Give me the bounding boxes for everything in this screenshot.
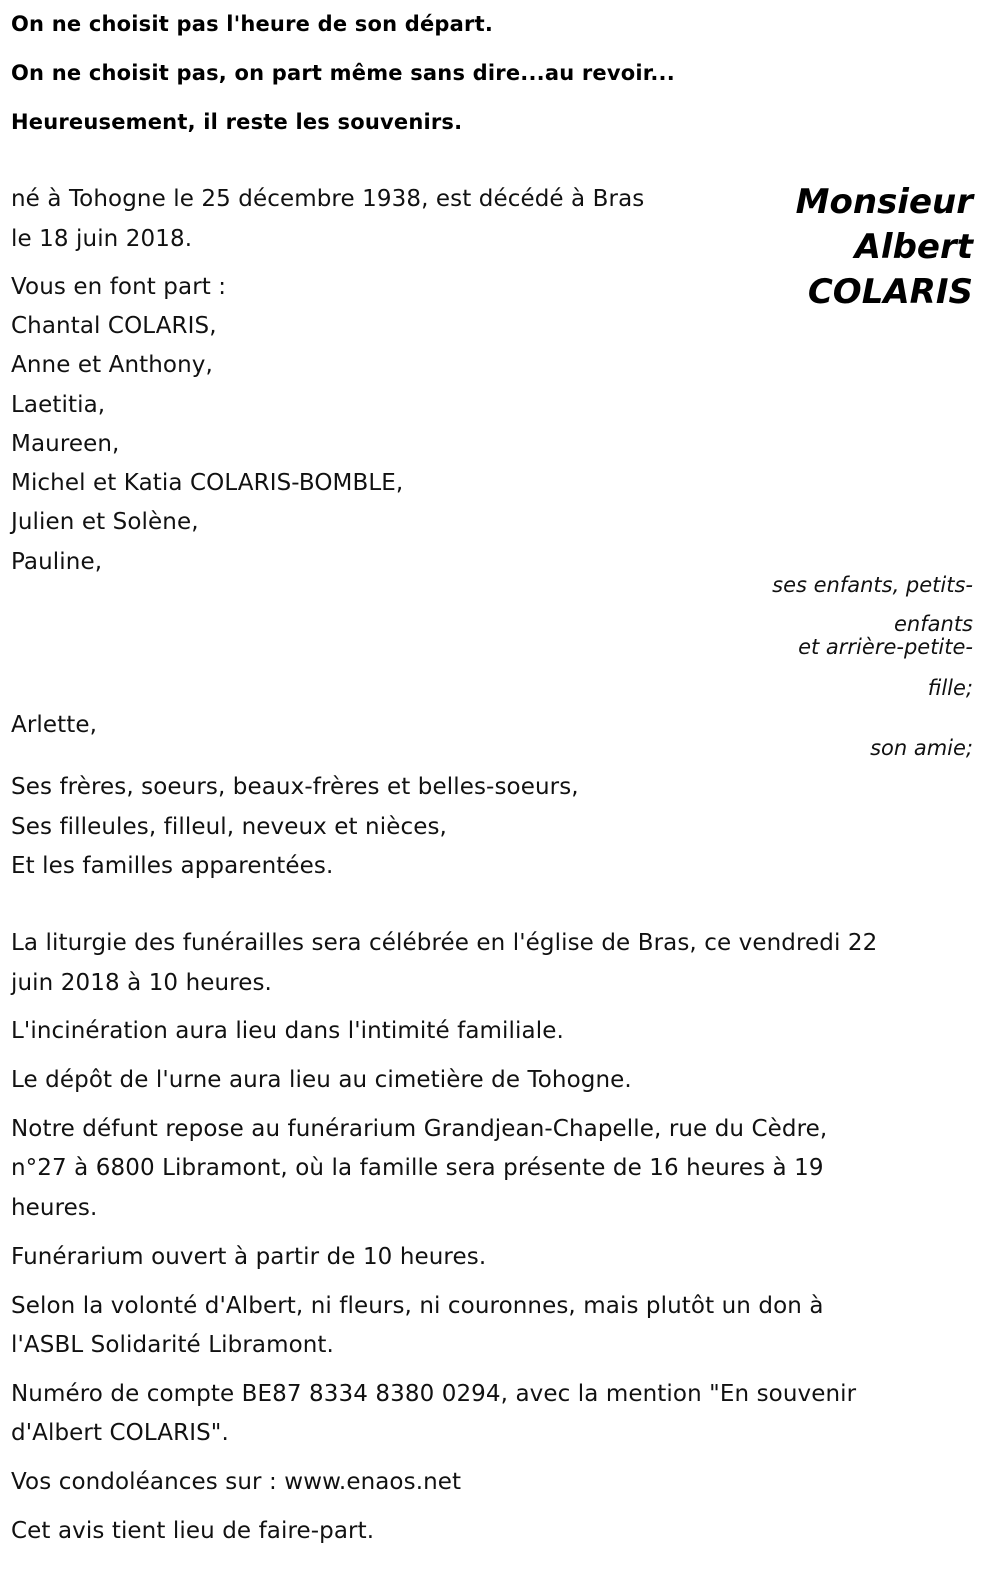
family-member: Laetitia,	[11, 392, 106, 418]
rest-line-3: heures.	[11, 1195, 98, 1221]
urn-text: Le dépôt de l'urne aura lieu au cimetière de Tohogne.	[11, 1067, 632, 1093]
quote-line-3: Heureusement, il reste les souvenirs.	[11, 110, 463, 134]
relation-children-line-2: enfants	[894, 612, 973, 636]
incineration-text: L'incinération aura lieu dans l'intimité familiale.	[11, 1018, 564, 1044]
wishes-line-2: l'ASBL Solidarité Libramont.	[11, 1332, 334, 1358]
relation-children-line-4: fille;	[927, 676, 973, 700]
quote-line-1: On ne choisit pas l'heure de son départ.	[11, 12, 494, 36]
liturgy-line-1: La liturgie des funérailles sera célébrée en l'église de Bras, ce vendredi 22	[11, 930, 878, 956]
liturgy-line-2: juin 2018 à 10 heures.	[11, 970, 272, 996]
deceased-last-name: COLARIS	[807, 272, 973, 312]
condolences-link[interactable]: www.enaos.net	[284, 1469, 462, 1495]
condolences-line	[11, 1469, 461, 1495]
account-line-2: d'Albert COLARIS".	[11, 1420, 229, 1446]
family-member: Anne et Anthony,	[11, 352, 213, 378]
family-member: Julien et Solène,	[11, 509, 199, 535]
quote-line-2: On ne choisit pas, on part même sans dire...au revoir...	[11, 61, 675, 85]
rest-line-2: n°27 à 6800 Libramont, où la famille sera présente de 16 heures à 19	[11, 1155, 824, 1181]
relation-friend: son amie;	[870, 736, 973, 760]
deceased-name	[796, 180, 973, 315]
wishes-line-1: Selon la volonté d'Albert, ni fleurs, ni couronnes, mais plutôt un don à	[11, 1293, 824, 1319]
family-member: Michel et Katia COLARIS-BOMBLE,	[11, 470, 404, 496]
account-line-1: Numéro de compte BE87 8334 8380 0294, avec la mention "En souvenir	[11, 1381, 857, 1407]
relation-children-line-3: et arrière-petite-	[798, 635, 973, 659]
friend-name: Arlette,	[11, 712, 98, 738]
birth-death-line-2: le 18 juin 2018.	[11, 226, 193, 252]
deceased-first-name: Albert	[854, 227, 973, 267]
condolences-label: Vos condoléances sur :	[11, 1469, 285, 1495]
rest-line-1: Notre défunt repose au funérarium Grandjean-Chapelle, rue du Cèdre,	[11, 1116, 828, 1142]
family-member: Maureen,	[11, 431, 120, 457]
family-member: Pauline,	[11, 549, 103, 575]
extended-family-line: Ses filleules, filleul, neveux et nièces,	[11, 814, 447, 840]
announcers-intro: Vous en font part :	[11, 274, 227, 300]
notice-text: Cet avis tient lieu de faire-part.	[11, 1518, 375, 1544]
birth-death-line-1: né à Tohogne le 25 décembre 1938, est décédé à Bras	[11, 186, 645, 212]
extended-family-line: Et les familles apparentées.	[11, 853, 334, 879]
funerarium-open-text: Funérarium ouvert à partir de 10 heures.	[11, 1244, 487, 1270]
family-member: Chantal COLARIS,	[11, 313, 217, 339]
relation-children-line-1: ses enfants, petits-	[772, 573, 973, 597]
deceased-title: Monsieur	[795, 182, 973, 222]
extended-family-line: Ses frères, soeurs, beaux-frères et belles-soeurs,	[11, 774, 579, 800]
